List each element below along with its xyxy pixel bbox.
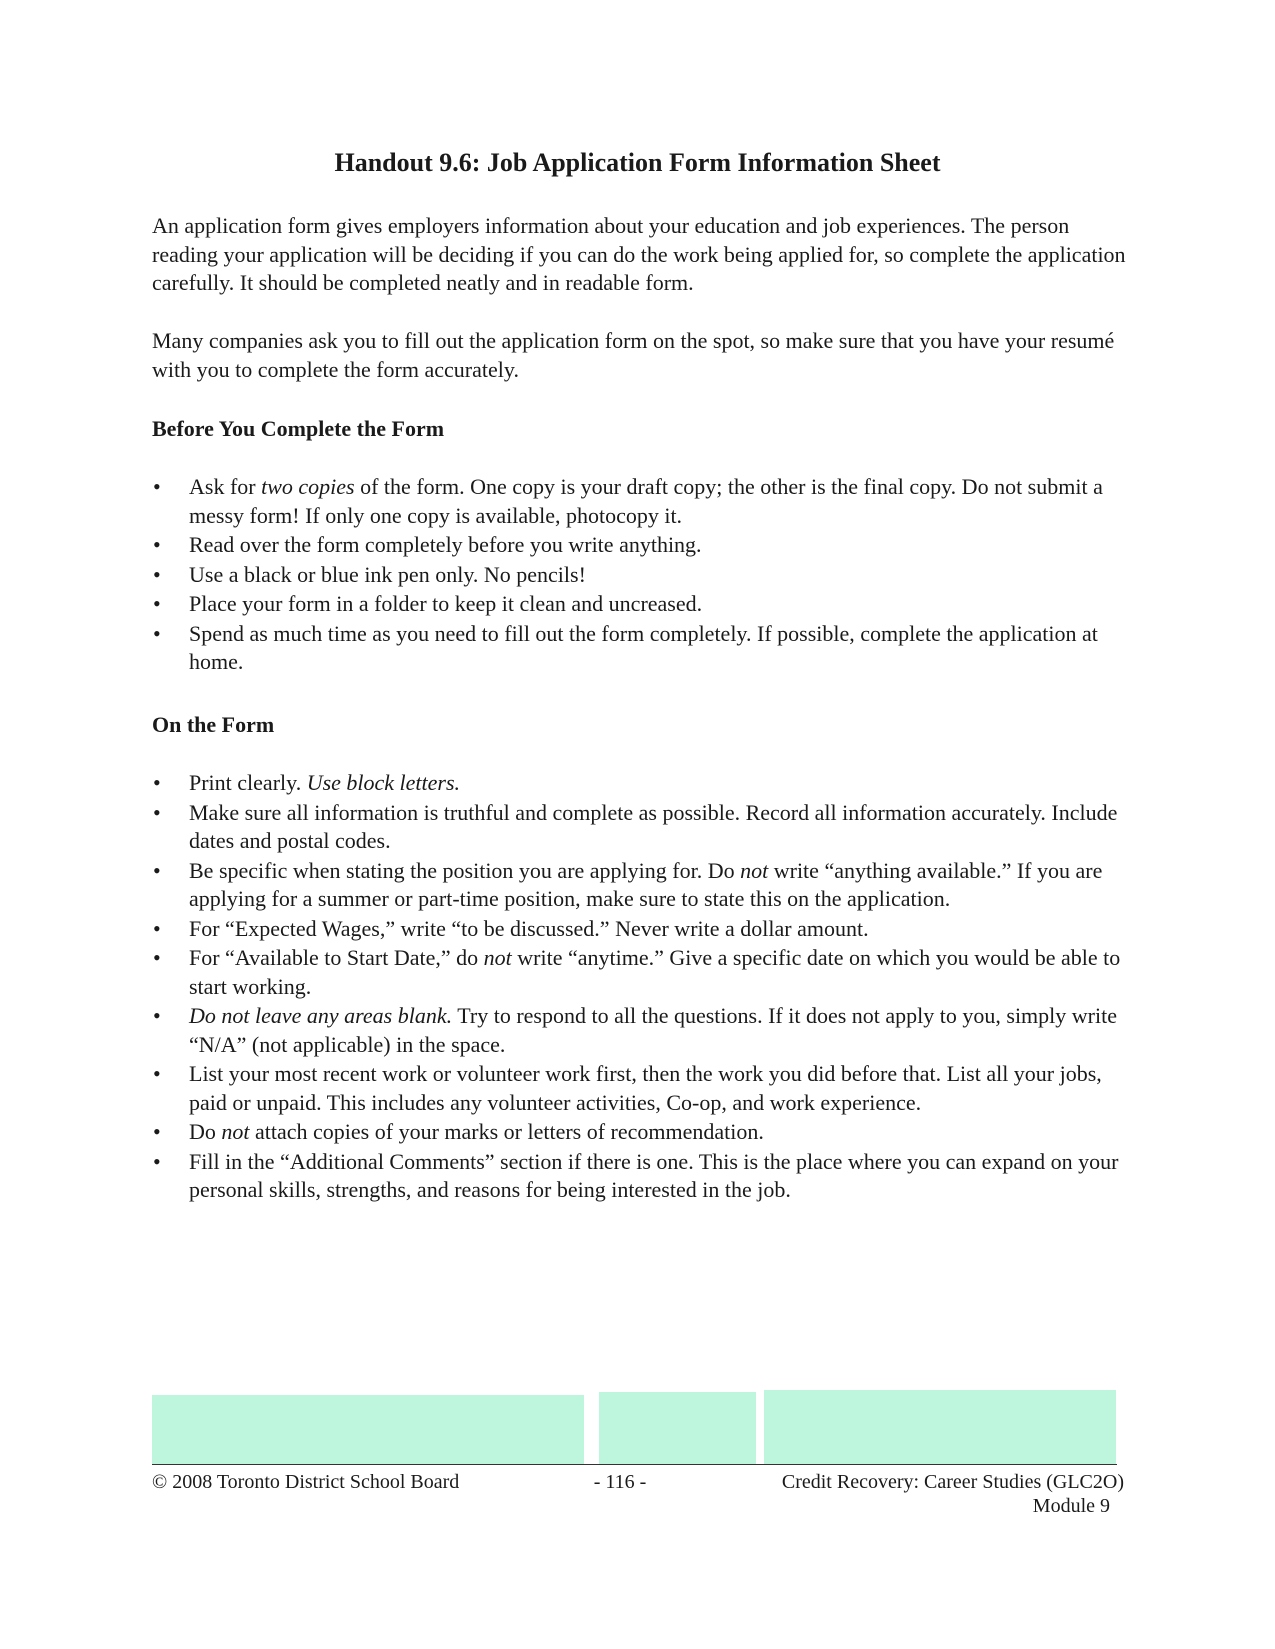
list-item: • Ask for two copies of the form. One copy is your draft copy; the other is the final copy. Do not submit a messy form! If only one copy is available, photocopy it. — [152, 473, 1137, 530]
footer-course: Credit Recovery: Career Studies (GLC2O) — [781, 1471, 1124, 1493]
footer-page-number: - 116 - — [593, 1471, 647, 1493]
on-form-list — [152, 769, 1137, 1206]
footer-bar-right — [764, 1390, 1116, 1465]
footer-divider — [152, 1464, 1117, 1465]
intro-paragraph-2: Many companies ask you to fill out the application form on the spot, so make sure that you have your resumé with you to complete the form accurately. — [152, 328, 1115, 382]
page-title: Handout 9.6: Job Application Form Information Sheet — [334, 148, 941, 177]
footer-bar-left — [152, 1395, 584, 1465]
list-item: • Do not attach copies of your marks or letters of recommendation. — [152, 1118, 1137, 1147]
list-item: • Fill in the “Additional Comments” section if there is one. This is the place where you can expand on your personal skills, strengths, and reasons for being interested in the job. — [152, 1148, 1137, 1205]
list-item: • For “Expected Wages,” write “to be discussed.” Never write a dollar amount. — [152, 915, 1137, 944]
list-item: • Place your form in a folder to keep it clean and uncreased. — [152, 590, 1137, 619]
list-item: • Read over the form completely before you write anything. — [152, 531, 1137, 560]
list-item: • Print clearly. Use block letters. — [152, 769, 1137, 798]
section-heading-before-form: Before You Complete the Form — [152, 416, 445, 441]
footer-bar-middle — [599, 1392, 756, 1465]
section-heading-on-form: On the Form — [152, 712, 275, 737]
list-item: • Use a black or blue ink pen only. No pencils! — [152, 561, 1137, 590]
list-item: • Spend as much time as you need to fill out the form completely. If possible, complete the application at home. — [152, 620, 1137, 677]
intro-paragraph-1: An application form gives employers information about your education and job experiences. The person reading your application will be deciding if you can do the work being applied for, so complete the application carefully. It should be completed neatly and in readable form. — [152, 213, 1126, 295]
footer-module: Module 9 — [1032, 1495, 1110, 1517]
footer-copyright: © 2008 Toronto District School Board — [152, 1471, 460, 1493]
list-item: • Be specific when stating the position you are applying for. Do not write “anything available.” If you are applying for a summer or part-time position, make sure to state this on the application. — [152, 857, 1137, 914]
before-form-list — [152, 473, 1137, 678]
list-item: • Do not leave any areas blank. Try to respond to all the questions. If it does not apply to you, simply write “N/A” (not applicable) in the space. — [152, 1002, 1137, 1059]
list-item: • Make sure all information is truthful and complete as possible. Record all information accurately. Include dates and postal codes. — [152, 799, 1137, 856]
list-item: • For “Available to Start Date,” do not write “anytime.” Give a specific date on which you would be able to start working. — [152, 944, 1137, 1001]
list-item: • List your most recent work or volunteer work first, then the work you did before that. List all your jobs, paid or unpaid. This includes any volunteer activities, Co-op, and work experience. — [152, 1060, 1137, 1117]
